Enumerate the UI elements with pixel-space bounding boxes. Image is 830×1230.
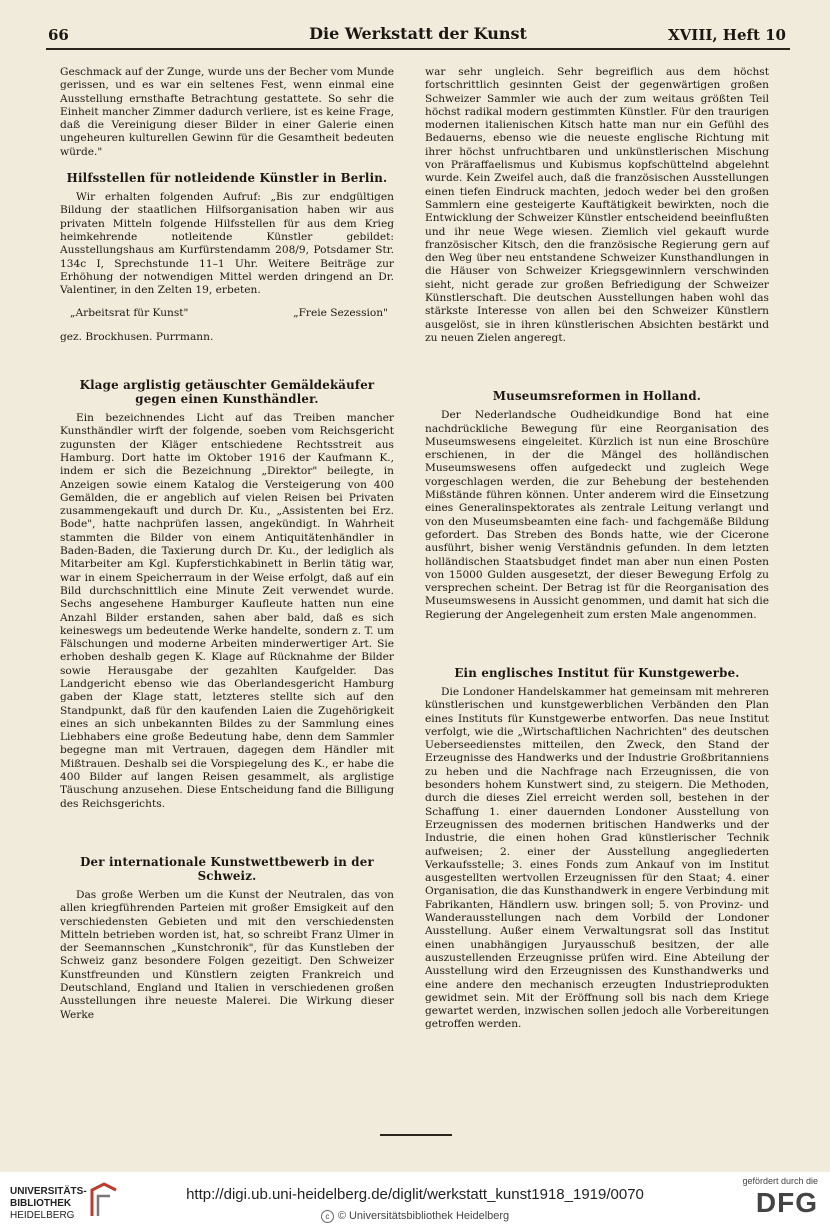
signature-arbeitsrat: „Arbeitsrat für Kunst" bbox=[70, 307, 189, 320]
article-paragraph: Wir erhalten folgenden Aufruf: „Bis zur endgültigen Bildung der staatlichen Hilfsorganisation haben wir aus privaten Mitteln folgende Hilfsstellen für aus dem Krieg heimkehrende notleitende Künstler gebildet: Ausstellungshaus am Kurfürstendamm 208/9, Potsdamer Str. 134c I, Sprechstunde 11–1 Uhr. Weitere Beiträge zur Erhöhung der notwendigen Mittel werden dringend an Dr. Valentiner, in den Zelten 19, erbeten. bbox=[60, 191, 394, 297]
dfg-logo[interactable] bbox=[718, 1176, 818, 1218]
signature-sezession: „Freie Sezession" bbox=[293, 307, 388, 320]
funded-by-text: gefördert durch die bbox=[742, 1176, 818, 1186]
signature-row bbox=[60, 307, 394, 320]
copyright-text: © Universitätsbibliothek Heidelberg bbox=[337, 1210, 510, 1222]
article-title-hilfsstellen: Hilfsstellen für notleidende Künstler in Berlin. bbox=[66, 171, 388, 186]
article-paragraph: Ein bezeichnendes Licht auf das Treiben mancher Kunsthändler wirft der folgende, soeben vom Reichsgericht zugunsten der Kläger entschiedene Rechtsstreit aus Hamburg. Dort hatte im Oktober 1916 der Kaufmann K., indem er sich die Bezeichnung „Direktor" beilegte, in Anzeigen sowie einem Katalog die Versteigerung von 400 Gemälden, die er angeblich auf vielen Reisen bei Privaten zusammengekauft und durch Dr. Ku., „Assistenten bei Erz. Bode", hatte nachprüfen lassen, angekündigt. In Wahrheit stammten die Bilder von einem Antiquitätenhändler in Baden-Baden, die Taxierung durch Dr. Ku., der lediglich als Mitarbeiter am Kgl. Kupferstichkabinett in Berlin tätig war, war in einem Speicherraum in der Weise erfolgt, daß auf ein Bild durchschnittlich eine Minute Zeit verwendet wurde. Sechs angesehene Hamburger Kaufleute hatten nun eine Anzahl Bilder erstanden, sahen aber bald, daß es sich keineswegs um bedeutende Werke handelte, sondern z. T. um Fälschungen und moderne Arbeiten minderwertiger Art. Sie erhoben deshalb gegen K. Klage auf Rücknahme der Bilder sowie Herausgabe der gezahlten Kaufgelder. Das Landgericht ebenso wie das Oberlandesgericht Hamburg gaben der Klage statt, letzteres stellte sich auf den Standpunkt, daß für den kaufenden Laien die Zugehörigkeit eines an sich unbekannten Bildes zu der Sammlung eines Liebhabers eine große Bedeutung habe, denn dem Sammler begegne man mit Vertrauen, dagegen dem Händler mit Mißtrauen. Deshalb sei die Vorspiegelung des K., er habe die 400 Bilder auf langen Reisen gesammelt, als arglistige Täuschung anzusehen. Diese Entscheidung fand die Billigung des Reichsgerichts. bbox=[60, 412, 394, 810]
signature-signers: gez. Brockhusen. Purrmann. bbox=[60, 330, 214, 343]
library-name-line: UNIVERSITÄTS- bbox=[10, 1186, 87, 1197]
signature-names bbox=[60, 331, 394, 344]
intro-paragraph: Geschmack auf der Zunge, wurde uns der Becher vom Munde gerissen, und es war ein seltenes Fest, wenn einmal eine Ausstellung ernsthafte Betrachtung gestattete. So sehr die Einheit mancher Zimmer dadurch verliere, ist es keine Frage, daß die Vereinigung dieser Bilder in einer Galerie einen ungeheuren kulturellen Gewinn für die Gesamtheit bedeuten würde." bbox=[60, 66, 394, 158]
page-number: 66 bbox=[48, 26, 69, 44]
right-column bbox=[425, 66, 769, 1038]
library-name-line: HEIDELBERG bbox=[10, 1210, 75, 1221]
article-paragraph: Der Nederlandsche Oudheidkundige Bond hat eine nachdrückliche Bewegung für eine Reorganisation des Museumswesens eingeleitet. Kürzlich ist nun eine Broschüre erschienen, in der die Mängel des holländischen Museumswesens offen aufgedeckt und zugleich Wege vorgeschlagen werden, die zur Behebung der bestehenden Mißstände führen können. Unter anderem wird die Einsetzung eines Generalinspektorates als zentrale Leitung verlangt und von den Museumsbeamten eine fach- und fachgemäße Bildung gefordert. Das Streben des Bonds hatte, wie der Cicerone ausführt, bisher wenig Verständnis gefunden. In dem letzten holländischen Staatsbudget findet man aber nun einen Posten von 15000 Gulden ausgesetzt, der dieser Bewegung Erfolg zu versprechen scheint. Der Betrag ist für die Reorganisation des Museumswesens in Aussicht genommen, und damit hat sich die Regierung der Angelegenheit zum ersten Male angenommen. bbox=[425, 409, 769, 621]
copyright-line bbox=[0, 1210, 830, 1223]
journal-title: Die Werkstatt der Kunst bbox=[309, 24, 527, 43]
permalink-url[interactable]: http://digi.ub.uni-heidelberg.de/diglit/werkstatt_kunst1918_1919/0070 bbox=[186, 1186, 644, 1203]
continued-paragraph: war sehr ungleich. Sehr begreiflich aus dem höchst fortschrittlich gesinnten Geist der gegenwärtigen großen Schweizer Sammler wie auch der zum weitaus größten Teil höchst radikal modern gestimmten Künstler. Für den traurigen modernen italienischen Kitsch hatte man nur ein Gefühl des Bedauerns, ebenso wie die neueste englische Richtung mit ihrer höchst unfruchtbaren und unkünstlerischen Mischung von Präraffaelismus und Kubismus kopfschüttelnd abgelehnt wurde. Kein Zweifel auch, daß die französischen Ausstellungen einen tiefen Eindruck machten, jedoch weder bei den großen Sammlern eine gesteigerte Kauftätigkeit bewirkten, noch die Entwicklung der Schweizer Künstler entscheidend beeinflußten und ihr neue Wege wiesen. Ziemlich viel gekauft wurde französischer Kitsch, den die französische Regierung gern auf den Weg über neu entstandene Schweizer Kunsthandlungen in die Häuser von Schweizer Kriegsgewinnlern verschwinden sieht, nicht gerade zur großen Befriedigung der Schweizer Künstlerschaft. Die deutschen Ausstellungen haben wohl das stärkste Interesse von allen bei den Schweizer Künstlern ausgelöst, sie in ihren künstlerischen Absichten bestärkt und zu neuen Zielen angeregt. bbox=[425, 66, 769, 344]
article-title-klage: Klage arglistig getäuschter Gemäldekäufer gegen einen Kunsthändler. bbox=[79, 378, 375, 407]
left-column bbox=[60, 66, 394, 1028]
dfg-text: DFG bbox=[755, 1187, 818, 1218]
article-paragraph: Die Londoner Handelskammer hat gemeinsam mit mehreren künstlerischen und kunstgewerblichen Verbänden den Plan eines Instituts für Kunstgewerbe entworfen. Das neue Institut verfolgt, wie die „Wirtschaftlichen Nachrichten" des deutschen Ueberseedienstes mitteilen, den Zweck, den Stand der Erzeugnisse des Handwerks und der Industrie Großbritanniens zu heben und die Nachfrage nach Erzeugnissen, die von besonders hohem Kunstwert sind, zu steigern. Die Methoden, durch die dieses Ziel erreicht werden soll, bestehen in der Schaffung 1. einer dauernden Londoner Ausstellung von Erzeugnissen des modernen britischen Handwerks und der Industrie, die einen hohen Grad künstlerischer Technik aufweisen; 2. einer der Ausstellung angegliederten Verkaufsstelle; 3. eines Fonds zum Ankauf von im Institut ausgestellten wertvollen Erzeugnissen für den Staat; 4. einer Organisation, die das Kunsthandwerk in engere Verbindung mit Fabrikanten, Händlern usw. bringen soll; 5. von Provinz- und Wanderausstellungen nach dem Vorbild der Londoner Ausstellung. Außer einem Verwaltungsrat soll das Institut einen unabhängigen Juryausschuß besitzen, der alle auszustellenden Erzeugnisse prüfen wird. Eine Abteilung der Ausstellung wird den Erzeugnissen des Kunsthandwerks und eine andere den mechanisch erzeugten Industrieprodukten gewidmet sein. Mit der Eröffnung soll bis nach dem Kriege gewartet werden, inzwischen sollen jedoch alle Vorbereitungen getroffen werden. bbox=[425, 685, 769, 1031]
article-title-museumsreformen: Museumsreformen in Holland. bbox=[492, 389, 702, 404]
creative-commons-icon: c bbox=[321, 1210, 334, 1223]
article-title-institut: Ein englisches Institut für Kunstgewerbe. bbox=[454, 665, 740, 680]
article-title-kunstwettbewerb: Der internationale Kunstwettbewerb in der Schweiz. bbox=[80, 854, 374, 883]
viewer-footer bbox=[0, 1172, 830, 1230]
issue-label: XVIII, Heft 10 bbox=[668, 26, 786, 44]
library-name-line: BIBLIOTHEK bbox=[10, 1198, 72, 1209]
running-header bbox=[46, 18, 790, 50]
article-paragraph: Das große Werben um die Kunst der Neutralen, das von allen kriegführenden Parteien mit großer Emsigkeit auf den verschiedensten Gebieten und mit den verschiedensten Mitteln betrieben worden ist, hat, so schreibt Franz Ulmer in der Seemannschen „Kunstchronik", für das Kunstleben der Schweiz ganz besondere Folgen gezeitigt. Den Schweizer Kunstfreunden und Künstlern zeigten Frankreich und Deutschland, England und Italien in verschiedenen großen Ausstellungen ihre neueste Malerei. Die Wirkung dieser Werke bbox=[60, 888, 394, 1021]
end-rule bbox=[380, 1134, 452, 1136]
